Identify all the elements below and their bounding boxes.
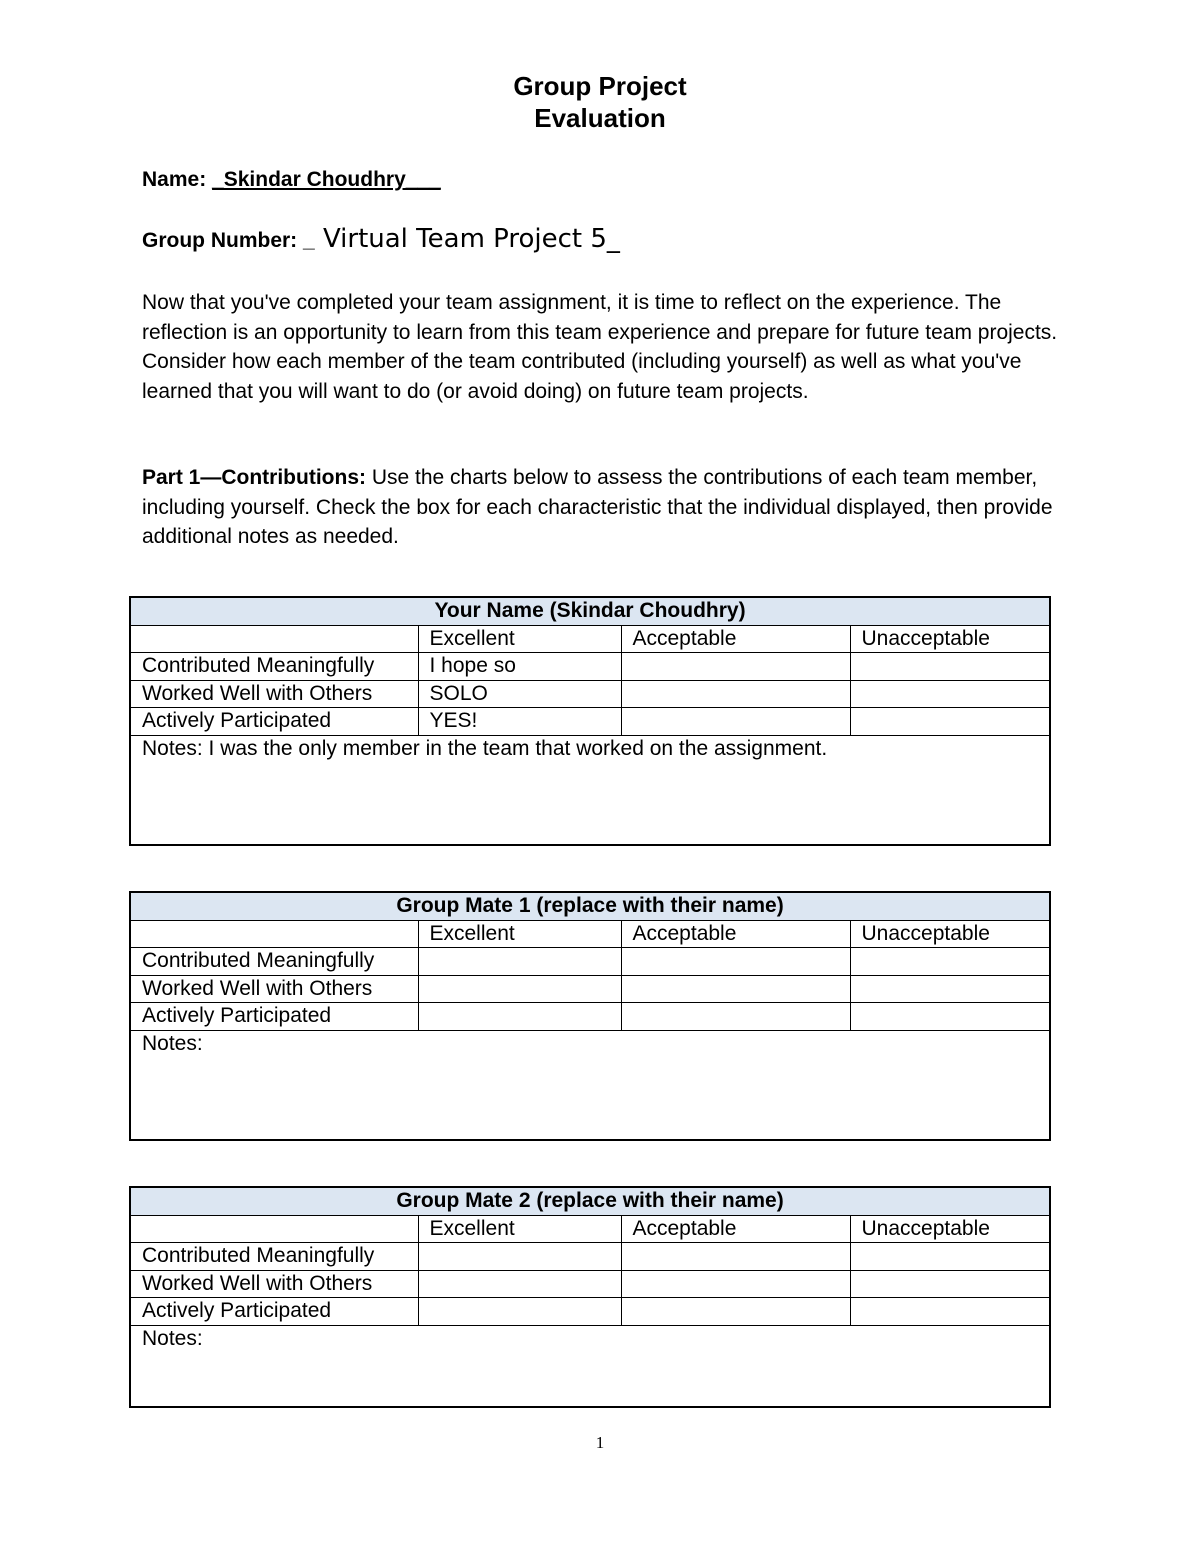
rating-cell-excellent[interactable] — [418, 948, 621, 976]
rating-cell-excellent[interactable]: YES! — [418, 708, 621, 736]
column-header-blank — [130, 920, 418, 948]
rating-cell-excellent[interactable] — [418, 975, 621, 1003]
table-heading: Group Mate 1 (replace with their name) — [130, 892, 1050, 920]
rating-cell-unacceptable[interactable] — [850, 1003, 1050, 1031]
group-number-field — [142, 224, 620, 254]
column-header-excellent: Excellent — [418, 920, 621, 948]
table-row — [130, 975, 1050, 1003]
table-row — [130, 1270, 1050, 1298]
page-number: 1 — [595, 1433, 605, 1452]
column-header-acceptable: Acceptable — [621, 1215, 850, 1243]
rating-cell-acceptable[interactable] — [621, 948, 850, 976]
table-row — [130, 1243, 1050, 1271]
evaluation-table-self — [129, 596, 1051, 846]
table-row — [130, 1298, 1050, 1326]
rating-cell-acceptable[interactable] — [621, 1298, 850, 1326]
criterion-label: Worked Well with Others — [130, 1270, 418, 1298]
column-header-acceptable: Acceptable — [621, 625, 850, 653]
rating-cell-excellent[interactable] — [418, 1298, 621, 1326]
rating-cell-unacceptable[interactable] — [850, 680, 1050, 708]
document-title-line-2: Evaluation — [534, 103, 666, 133]
table-column-header-row — [130, 1215, 1050, 1243]
table-column-header-row — [130, 920, 1050, 948]
rating-cell-acceptable[interactable] — [621, 1270, 850, 1298]
rating-cell-acceptable[interactable] — [621, 653, 850, 681]
criterion-label: Contributed Meaningfully — [130, 948, 418, 976]
criterion-label: Contributed Meaningfully — [130, 1243, 418, 1271]
rating-cell-unacceptable[interactable] — [850, 1270, 1050, 1298]
part1-label: Part 1—Contributions: — [142, 466, 366, 489]
rating-cell-unacceptable[interactable] — [850, 653, 1050, 681]
table-heading: Group Mate 2 (replace with their name) — [130, 1187, 1050, 1215]
rating-cell-unacceptable[interactable] — [850, 948, 1050, 976]
notes-cell[interactable]: Notes: — [130, 1030, 1050, 1140]
rating-cell-excellent[interactable]: SOLO — [418, 680, 621, 708]
rating-cell-acceptable[interactable] — [621, 708, 850, 736]
column-header-unacceptable: Unacceptable — [850, 920, 1050, 948]
criterion-label: Worked Well with Others — [130, 680, 418, 708]
name-field — [142, 168, 441, 192]
name-label: Name: — [142, 168, 207, 191]
document-title-line-1: Group Project — [513, 71, 687, 101]
evaluation-table-group-mate-2 — [129, 1186, 1051, 1408]
criterion-label: Worked Well with Others — [130, 975, 418, 1003]
criterion-label: Actively Participated — [130, 708, 418, 736]
column-header-unacceptable: Unacceptable — [850, 1215, 1050, 1243]
table-row — [130, 708, 1050, 736]
part1-text: Use the charts below to assess the contributions of each team member, including yourself. Check the box for each characteristic that the individual displayed, then provide additional notes as needed. — [142, 466, 1053, 548]
rating-cell-excellent[interactable] — [418, 1270, 621, 1298]
rating-cell-acceptable[interactable] — [621, 1003, 850, 1031]
rating-cell-acceptable[interactable] — [621, 975, 850, 1003]
rating-cell-excellent[interactable] — [418, 1003, 621, 1031]
intro-paragraph: Now that you've completed your team assignment, it is time to reflect on the experience. The reflection is an opportunity to learn from this team experience and prepare for future team projects. Consider how each member of the team contributed (including yourself) as well as what you've learned that you will want to do (or avoid doing) on future team projects. — [142, 291, 1058, 403]
table-row — [130, 1003, 1050, 1031]
evaluation-table-group-mate-1 — [129, 891, 1051, 1141]
rating-cell-unacceptable[interactable] — [850, 1243, 1050, 1271]
rating-cell-excellent[interactable]: I hope so — [418, 653, 621, 681]
group-number-value: Virtual Team Project 5_ — [314, 224, 620, 254]
part1-paragraph — [142, 463, 1072, 552]
notes-cell[interactable]: Notes: I was the only member in the team that worked on the assignment. — [130, 735, 1050, 845]
name-value: _Skindar Choudhry___ — [212, 168, 441, 191]
rating-cell-unacceptable[interactable] — [850, 1298, 1050, 1326]
rating-cell-acceptable[interactable] — [621, 680, 850, 708]
notes-cell[interactable]: Notes: — [130, 1325, 1050, 1407]
criterion-label: Contributed Meaningfully — [130, 653, 418, 681]
rating-cell-excellent[interactable] — [418, 1243, 621, 1271]
criterion-label: Actively Participated — [130, 1298, 418, 1326]
column-header-blank — [130, 625, 418, 653]
table-heading: Your Name (Skindar Choudhry) — [130, 597, 1050, 625]
rating-cell-unacceptable[interactable] — [850, 708, 1050, 736]
rating-cell-acceptable[interactable] — [621, 1243, 850, 1271]
table-row — [130, 653, 1050, 681]
rating-cell-unacceptable[interactable] — [850, 975, 1050, 1003]
column-header-excellent: Excellent — [418, 1215, 621, 1243]
column-header-excellent: Excellent — [418, 625, 621, 653]
table-row — [130, 948, 1050, 976]
table-row — [130, 680, 1050, 708]
column-header-blank — [130, 1215, 418, 1243]
column-header-acceptable: Acceptable — [621, 920, 850, 948]
column-header-unacceptable: Unacceptable — [850, 625, 1050, 653]
criterion-label: Actively Participated — [130, 1003, 418, 1031]
group-number-label: Group Number: _ — [142, 229, 315, 252]
table-column-header-row — [130, 625, 1050, 653]
